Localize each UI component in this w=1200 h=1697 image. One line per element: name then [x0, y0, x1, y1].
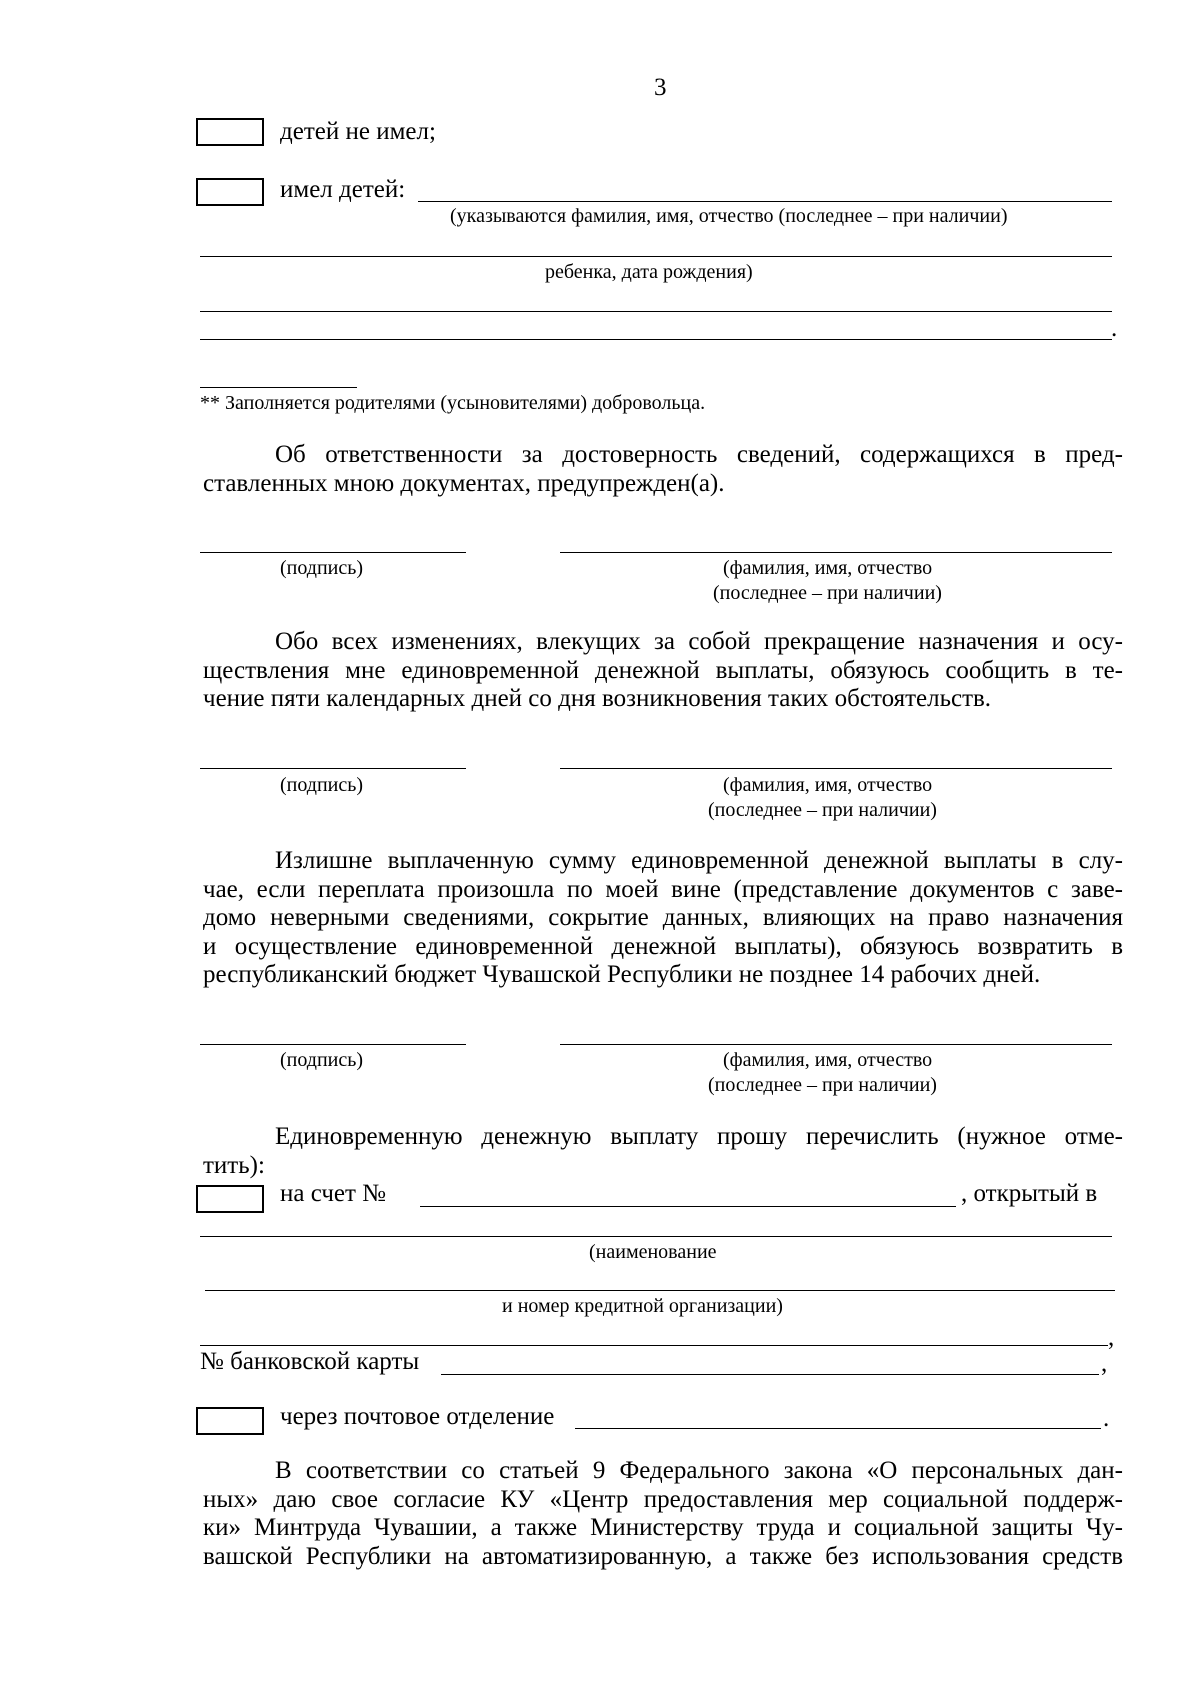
overpaid-paragraph — [203, 847, 1123, 990]
responsibility-paragraph — [203, 441, 1123, 498]
bank-hint-1: (наименование — [589, 1241, 717, 1263]
bank-hint-2: и номер кредитной организации) — [502, 1295, 783, 1317]
account-number-input[interactable] — [420, 1206, 956, 1207]
account-checkbox[interactable] — [196, 1185, 264, 1213]
account-suffix: , открытый в — [961, 1180, 1098, 1207]
paragraph-line: вашской Республики на автоматизированную, а также без использования средств — [203, 1542, 1123, 1570]
fio-label-2: (последнее – при наличии) — [708, 799, 937, 821]
paragraph-line: ставленных мною документах, предупрежден(а). — [203, 469, 725, 497]
paragraph-line: республиканский бюджет Чувашской Республики не позднее 14 рабочих дней. — [203, 961, 1041, 988]
no-children-label: детей не имел; — [280, 118, 436, 145]
paragraph-line: и осуществление единовременной денежной выплаты), обязуюсь возвратить в — [203, 932, 1123, 960]
signature-label: (подпись) — [280, 1049, 364, 1071]
paragraph-line: домо неверными сведениями, сокрытие данных, влияющих на право назначения — [203, 904, 1123, 931]
card-label: № банковской карты — [200, 1348, 420, 1375]
bank-name-input-2[interactable] — [205, 1290, 1115, 1291]
signature-line[interactable] — [200, 768, 466, 769]
fio-label-2: (последнее – при наличии) — [708, 1074, 937, 1096]
account-label: на счет № — [280, 1180, 387, 1207]
signature-line[interactable] — [200, 1044, 466, 1045]
changes-paragraph — [203, 628, 1123, 714]
footnote-separator — [200, 387, 357, 388]
page-number: 3 — [654, 74, 667, 101]
fio-label-1: (фамилия, имя, отчество — [723, 557, 933, 579]
post-office-period: . — [1103, 1405, 1110, 1432]
fio-label-2: (последнее – при наличии) — [713, 582, 942, 604]
no-children-checkbox[interactable] — [196, 118, 264, 146]
had-children-label: имел детей: — [280, 176, 406, 203]
had-children-checkbox[interactable] — [196, 178, 264, 206]
post-office-checkbox[interactable] — [196, 1407, 264, 1435]
fio-line[interactable] — [560, 1044, 1112, 1045]
paragraph-line: тить): — [203, 1151, 265, 1179]
paragraph-line: чение пяти календарных дней со дня возникновения таких обстоятельств. — [203, 685, 992, 712]
payment-paragraph — [203, 1123, 1123, 1180]
card-number-input[interactable] — [441, 1374, 1099, 1375]
bank-comma: , — [1108, 1324, 1115, 1351]
footnote: ** Заполняется родителями (усыновителями) добровольца. — [200, 392, 706, 414]
post-office-label: через почтовое отделение — [280, 1403, 555, 1430]
post-office-input[interactable] — [575, 1428, 1101, 1429]
bank-name-input[interactable] — [200, 1236, 1112, 1237]
fio-line[interactable] — [560, 552, 1112, 553]
children-hint-2: ребенка, дата рождения) — [545, 261, 753, 283]
signature-label: (подпись) — [280, 774, 364, 796]
paragraph-line: ществления мне единовременной денежной выплаты, обязуюсь сообщить в те- — [203, 656, 1123, 684]
children-input-line-4[interactable] — [200, 339, 1112, 340]
signature-label: (подпись) — [280, 557, 364, 579]
signature-line[interactable] — [200, 552, 466, 553]
fio-label-1: (фамилия, имя, отчество — [723, 1049, 933, 1071]
fio-line[interactable] — [560, 768, 1112, 769]
children-input-line-2[interactable] — [200, 256, 1112, 257]
paragraph-line: Излишне выплаченную сумму единовременной денежной выплаты в слу- — [275, 847, 1123, 874]
paragraph-line: В соответствии со статьей 9 Федерального закона «О персональных дан- — [275, 1457, 1123, 1484]
fio-label-1: (фамилия, имя, отчество — [723, 774, 933, 796]
children-input-line-3[interactable] — [200, 311, 1112, 312]
consent-paragraph — [203, 1457, 1123, 1571]
card-comma: , — [1101, 1350, 1108, 1377]
paragraph-line: чае, если переплата произошла по моей вине (представление документов с заве- — [203, 875, 1123, 903]
paragraph-line: Об ответственности за достоверность сведений, содержащихся в пред- — [275, 441, 1123, 468]
children-input-line[interactable] — [418, 201, 1112, 202]
children-hint-1: (указываются фамилия, имя, отчество (последнее – при наличии) — [450, 205, 1008, 227]
paragraph-line: Единовременную денежную выплату прошу перечислить (нужное отме- — [275, 1123, 1123, 1150]
paragraph-line: Обо всех изменениях, влекущих за собой прекращение назначения и осу- — [275, 628, 1123, 655]
children-end-period: . — [1111, 315, 1118, 342]
paragraph-line: ных» даю свое согласие КУ «Центр предоставления мер социальной поддерж- — [203, 1485, 1123, 1513]
paragraph-line: ки» Минтруда Чувашии, а также Министерству труда и социальной защиты Чу- — [203, 1514, 1123, 1541]
bank-name-input-3[interactable] — [200, 1345, 1108, 1346]
